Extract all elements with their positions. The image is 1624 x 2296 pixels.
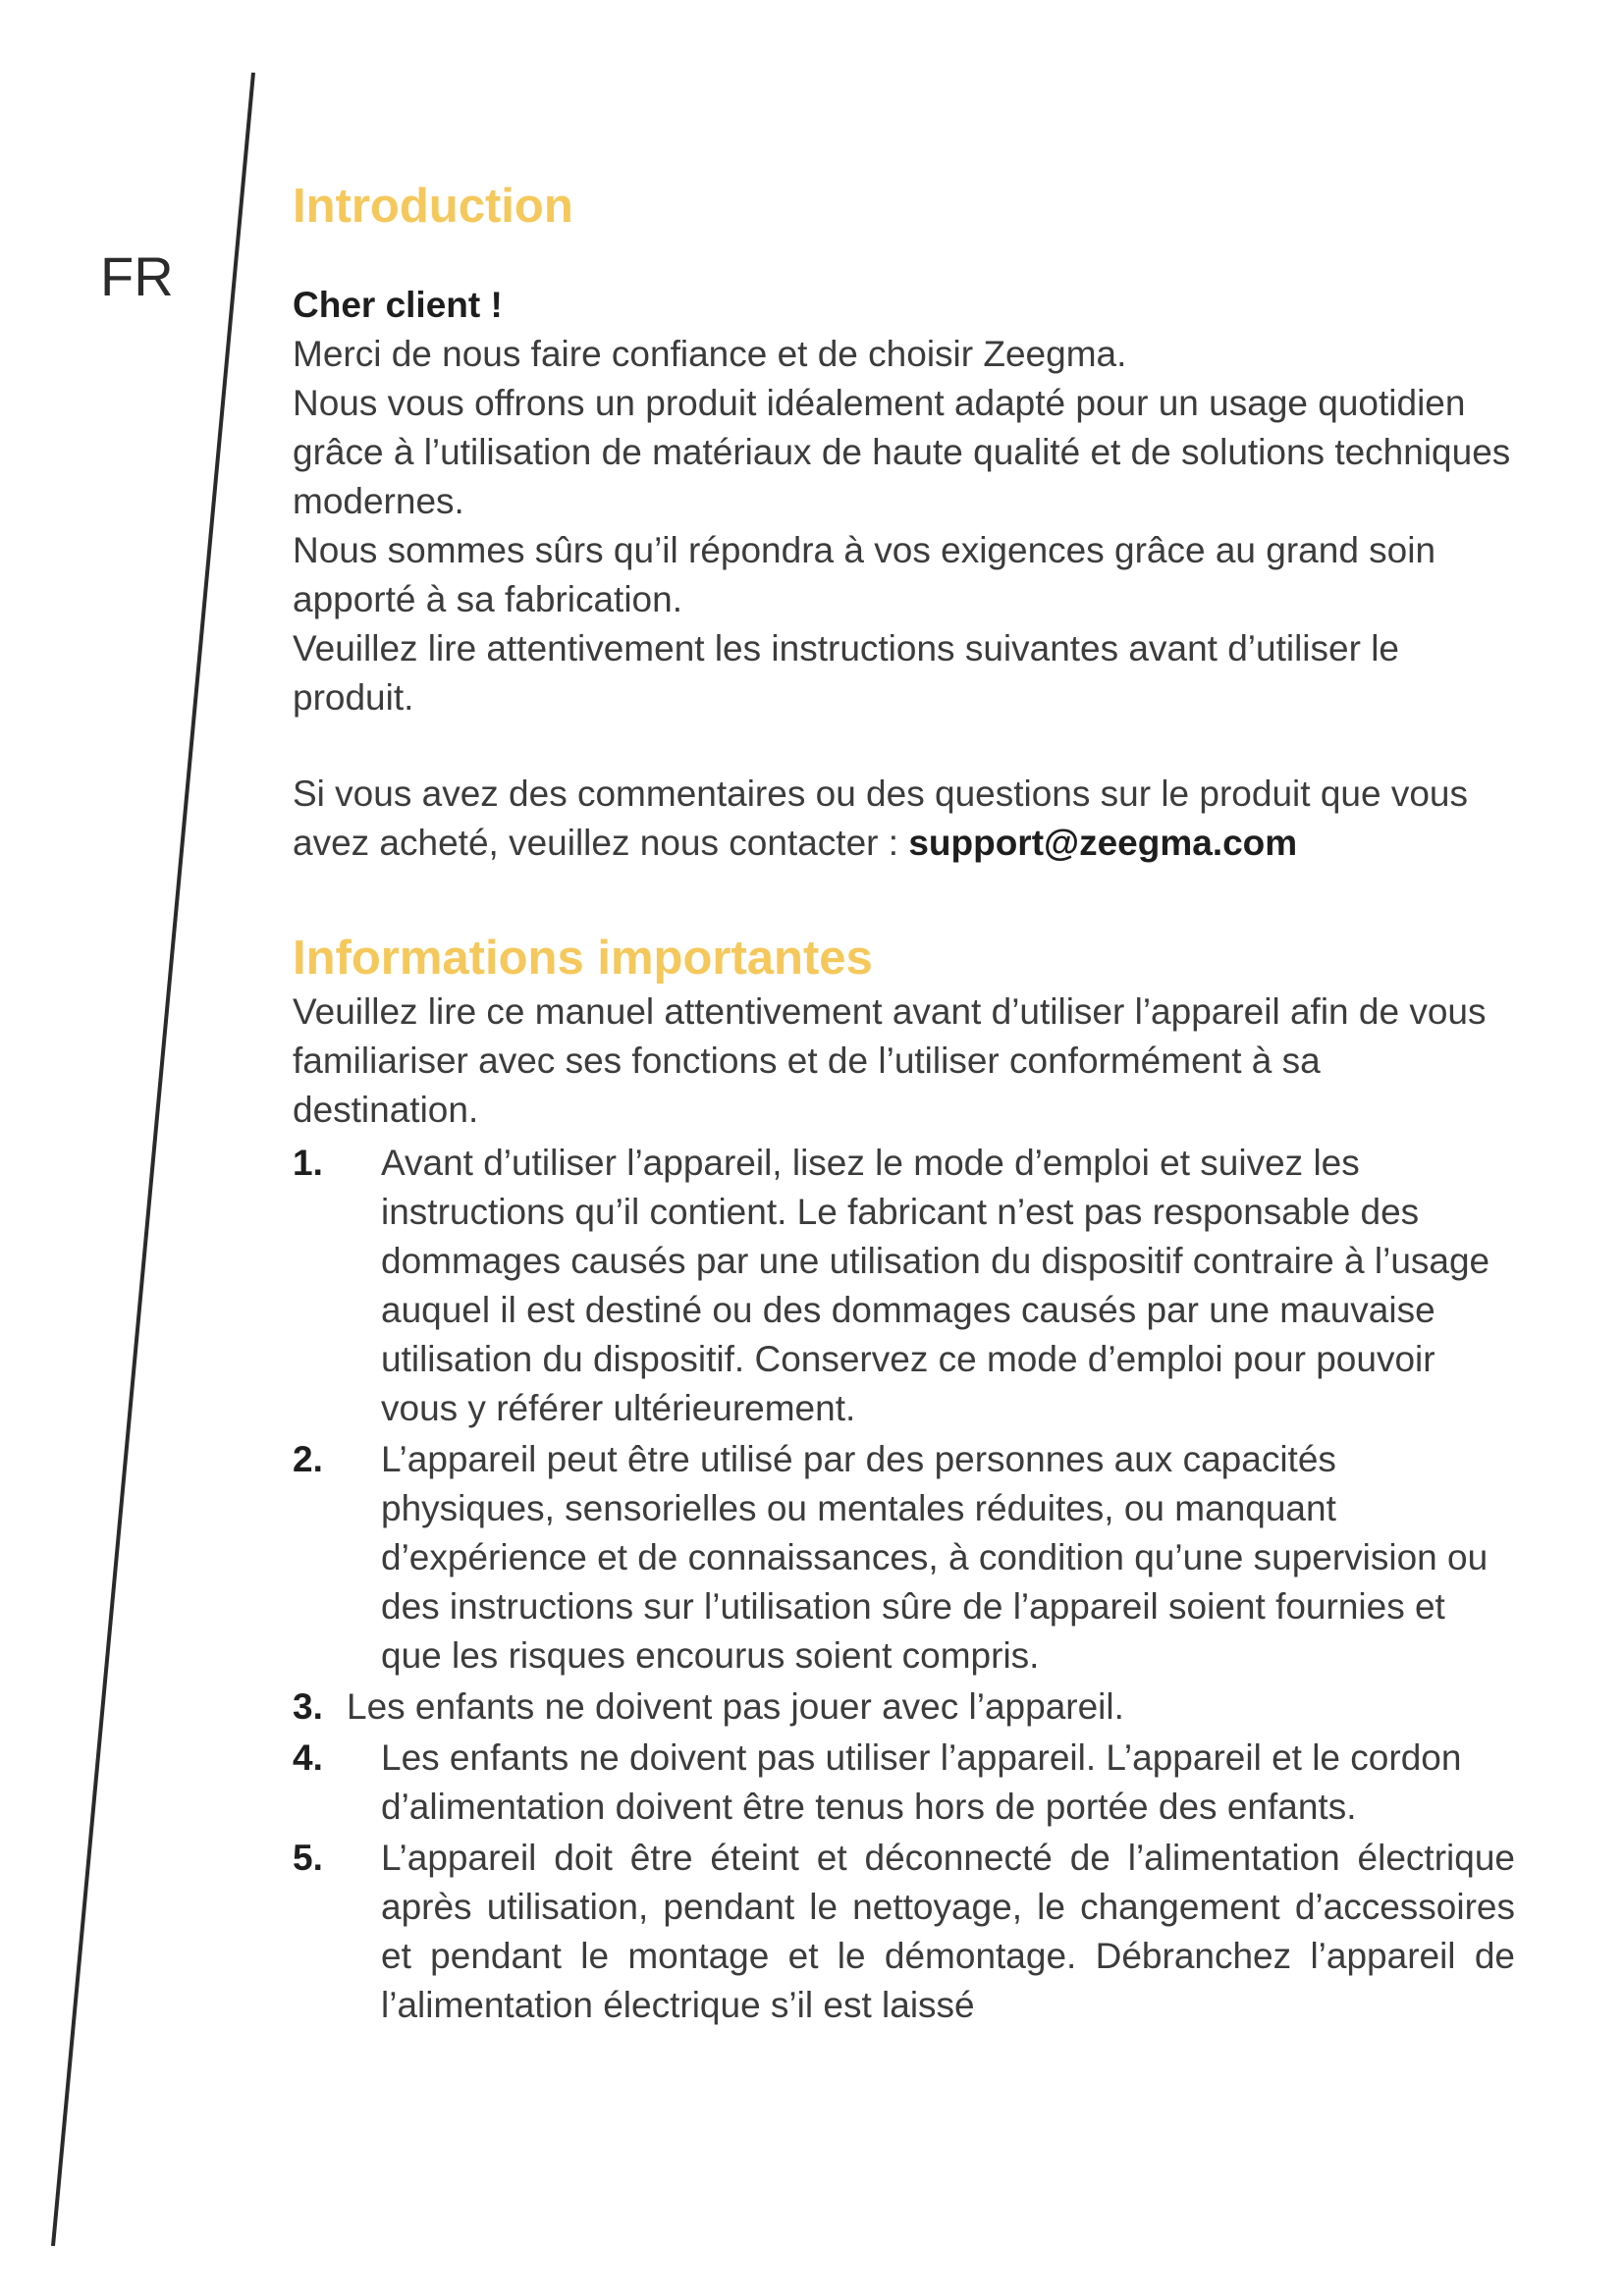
intro-paragraph-1: Merci de nous faire confiance et de choisir Zeegma. [293, 334, 1127, 374]
intro-paragraph-3: Nous sommes sûrs qu’il répondra à vos exigences grâce au grand soin apporté à sa fabrication. [293, 530, 1436, 619]
list-item-text: L’appareil peut être utilisé par des personnes aux capacités physiques, sensorielles ou mentales réduites, ou manquant d’expérience et de connaissances, à condition qu’une supervision ou des instructions sur l’utilisation sûre de l’appareil soient fournies et que les risques encourus soient compris. [381, 1439, 1489, 1676]
list-item-text: Les enfants ne doivent pas jouer avec l’appareil. [347, 1686, 1124, 1727]
list-item-number: 2. [293, 1439, 323, 1479]
list-item-text: Les enfants ne doivent pas utiliser l’appareil. L’appareil et le cordon d’alimentation doivent être tenus hors de portée des enfants. [381, 1737, 1462, 1827]
contact-text: Si vous avez des commentaires ou des questions sur le produit que vous avez acheté, veuillez nous contacter : [293, 774, 1468, 863]
list-item [293, 1834, 1515, 2030]
intro-paragraph-4: Veuillez lire attentivement les instructions suivantes avant d’utiliser le produit. [293, 628, 1400, 718]
safety-instructions-list [293, 1139, 1515, 2030]
list-item-text: Avant d’utiliser l’appareil, lisez le mode d’emploi et suivez les instructions qu’il contient. Le fabricant n’est pas responsable des dommages causés par une utilisation du dispositif contraire à l’usage auquel il est destiné ou des dommages causés par une mauvaise utilisation du dispositif. Conservez ce mode d’emploi pour pouvoir vous y référer ultérieurement. [381, 1143, 1490, 1428]
list-item-text: L’appareil doit être éteint et déconnecté de l’alimentation électrique après utilisation, pendant le nettoyage, le changement d’accessoires et pendant le montage et le démontage. Débranchez l’appareil de l’alimentation électrique s’il est laissé [381, 1838, 1515, 2025]
list-item-number: 1. [293, 1143, 323, 1183]
intro-paragraph-2: Nous vous offrons un produit idéalement adapté pour un usage quotidien grâce à l’utilisation de matériaux de haute qualité et de solutions techniques modernes. [293, 383, 1511, 521]
contact-paragraph [293, 770, 1515, 868]
list-item-number: 3. [293, 1686, 323, 1727]
list-item [293, 1139, 1515, 1433]
list-item [293, 1734, 1515, 1832]
list-item [293, 1682, 1515, 1732]
greeting-text: Cher client ! [293, 285, 503, 325]
list-item [293, 1435, 1515, 1681]
introduction-heading: Introduction [293, 180, 573, 233]
important-information-heading: Informations importantes [293, 932, 873, 985]
language-code-label: FR [100, 245, 174, 307]
important-information-lead: Veuillez lire ce manuel attentivement avant d’utiliser l’appareil afin de vous familiariser avec ses fonctions et de l’utiliser conformément à sa destination. [293, 991, 1487, 1130]
list-item-number: 5. [293, 1838, 323, 1878]
list-item-number: 4. [293, 1737, 323, 1778]
support-email-link[interactable]: support@zeegma.com [908, 823, 1298, 863]
manual-content [293, 177, 1515, 2032]
